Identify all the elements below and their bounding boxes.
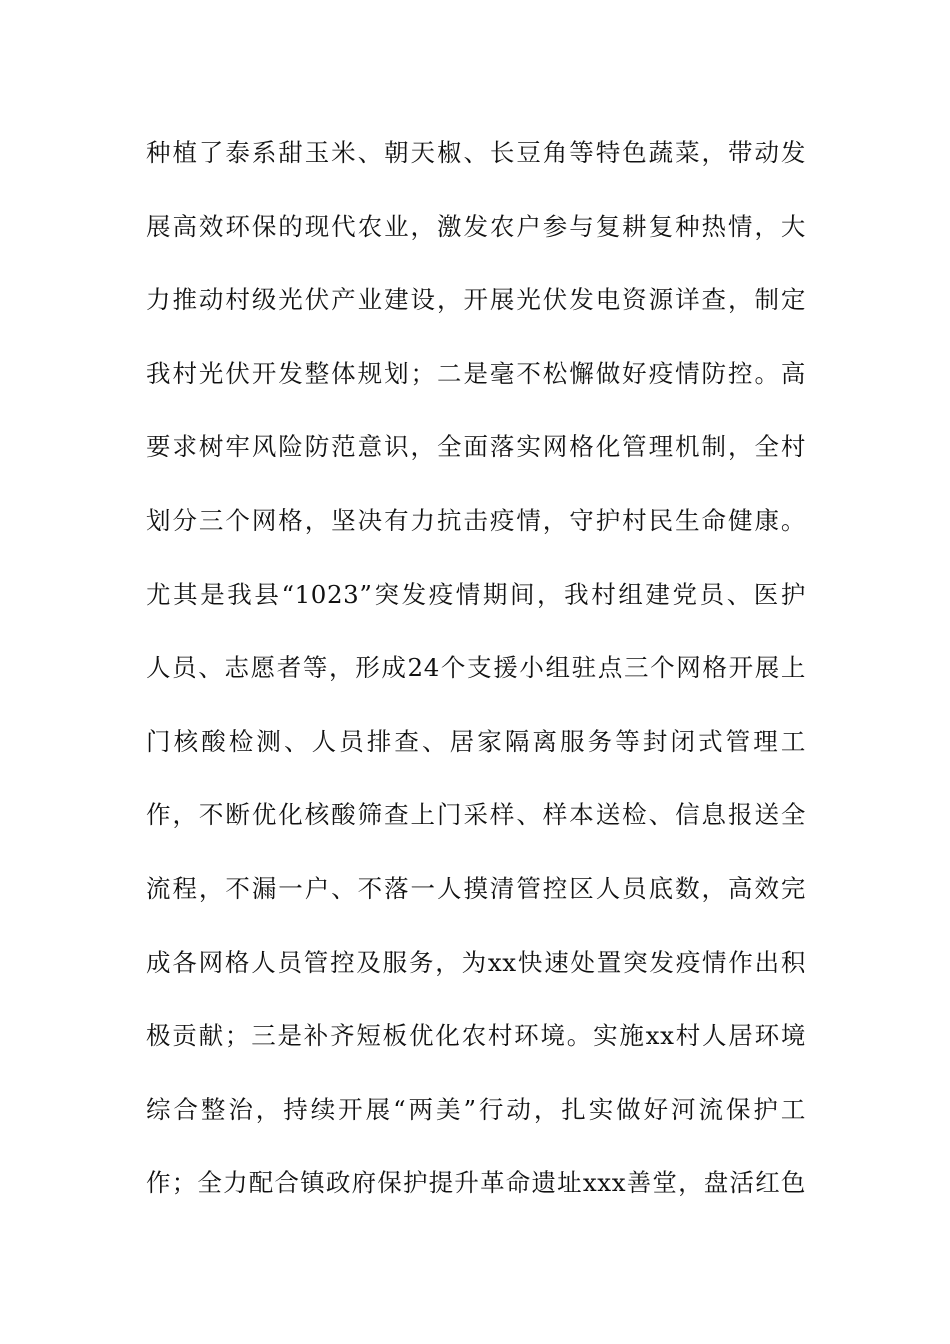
text-line-11: 流程，不漏一户、不落一人摸清管控区人员底数，高效完 [146,873,806,903]
text-line-7: 尤其是我县“1023”突发疫情期间，我村组建党员、医护 [146,579,806,609]
text-line-1: 种植了泰系甜玉米、朝天椒、长豆角等特色蔬菜，带动发 [146,138,806,167]
text-line-15: 作；全力配合镇政府保护提升革命遗址xxx善堂，盘活红色 [146,1168,806,1198]
text-line-4: 我村光伏开发整体规划；二是毫不松懈做好疫情防控。高 [146,358,806,388]
text-line-3: 力推动村级光伏产业建设，开展光伏发电资源详查，制定 [146,285,806,315]
text-line-14: 综合整治，持续开展“两美”行动，扎实做好河流保护工 [146,1094,806,1124]
text-line-9: 门核酸检测、人员排查、居家隔离服务等封闭式管理工 [146,726,806,756]
text-line-6: 划分三个网格，坚决有力抗击疫情，守护村民生命健康。 [146,505,806,535]
text-line-10: 作，不断优化核酸筛查上门采样、样本送检、信息报送全 [146,800,806,830]
text-line-8: 人员、志愿者等，形成24个支援小组驻点三个网格开展上 [146,653,806,683]
text-line-12: 成各网格人员管控及服务，为xx快速处置突发疫情作出积 [146,947,806,977]
body-text [146,128,806,1232]
text-line-13: 极贡献；三是补齐短板优化农村环境。实施xx村人居环境 [146,1021,806,1051]
text-line-2: 展高效环保的现代农业，激发农户参与复耕复种热情，大 [146,211,806,241]
text-line-5: 要求树牢风险防范意识，全面落实网格化管理机制，全村 [146,432,806,462]
